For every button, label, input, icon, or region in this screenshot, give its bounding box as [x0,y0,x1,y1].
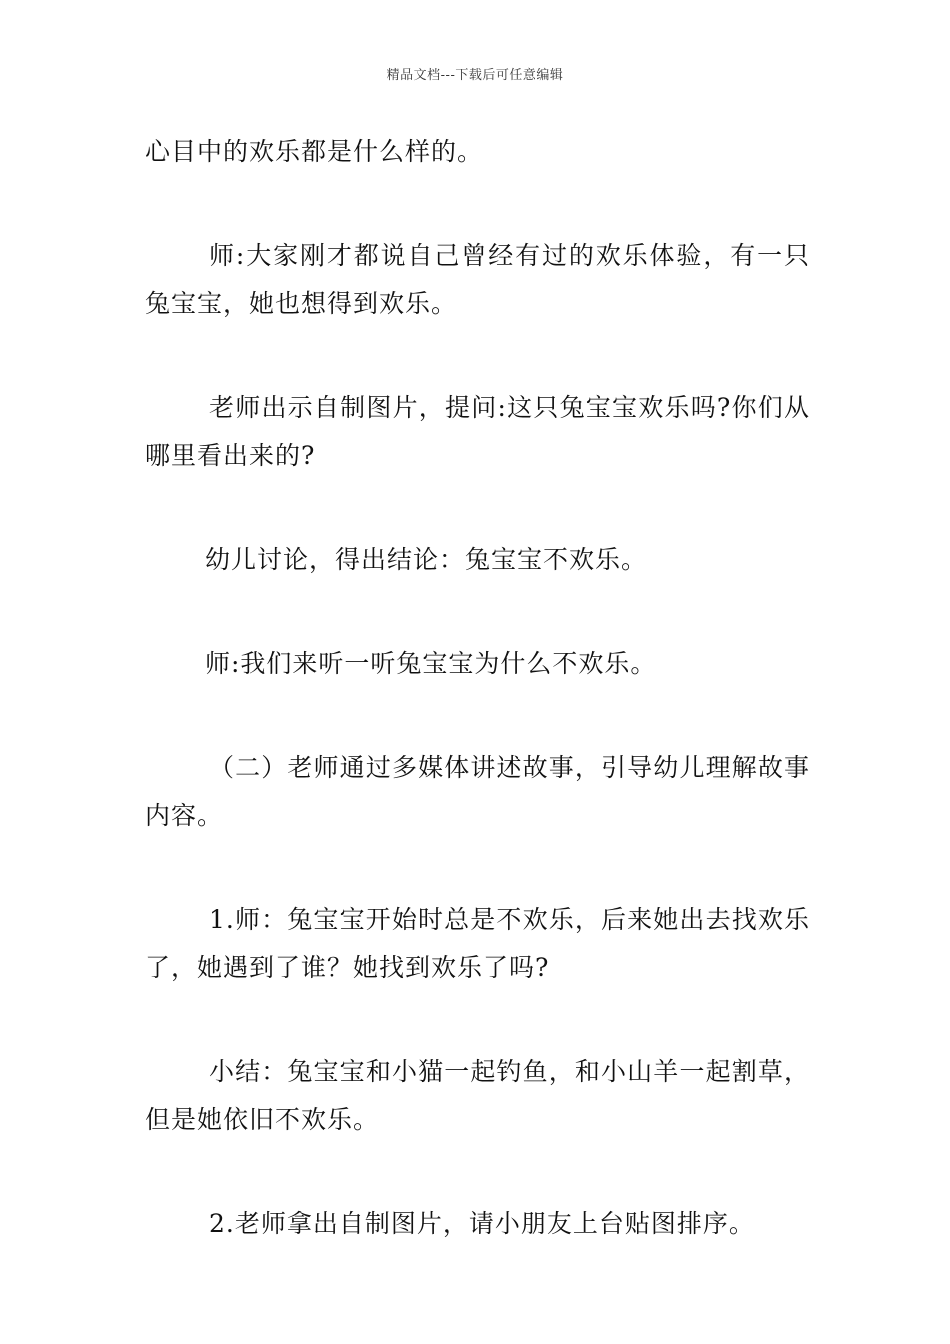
document-body [145,128,810,1304]
paragraph-children-discuss: 幼儿讨论，得出结论：兔宝宝不欢乐。 [205,545,648,574]
paragraph-item-two: 2.老师拿出自制图片，请小朋友上台贴图排序。 [209,1209,755,1238]
paragraph-section-two: （二）老师通过多媒体讲述故事，引导幼儿理解故事内容。 [145,753,810,830]
paragraph-teacher-intro: 师:大家刚才都说自己曾经有过的欢乐体验，有一只兔宝宝，她也想得到欢乐。 [145,241,810,318]
paragraph-item-one: 1.师：兔宝宝开始时总是不欢乐，后来她出去找欢乐了，她遇到了谁？她找到欢乐了吗? [145,905,810,982]
paragraph-teacher-listen: 师:我们来听一听兔宝宝为什么不欢乐。 [205,649,657,678]
page-header: 精品文档---下载后可任意编辑 [386,68,564,83]
paragraph-show-picture: 老师出示自制图片，提问:这只兔宝宝欢乐吗?你们从哪里看出来的? [145,393,810,470]
paragraph-summary: 小结：兔宝宝和小猫一起钓鱼，和小山羊一起割草，但是她依旧不欢乐。 [145,1057,810,1134]
paragraph-continuation: 心目中的欢乐都是什么样的。 [145,137,484,166]
